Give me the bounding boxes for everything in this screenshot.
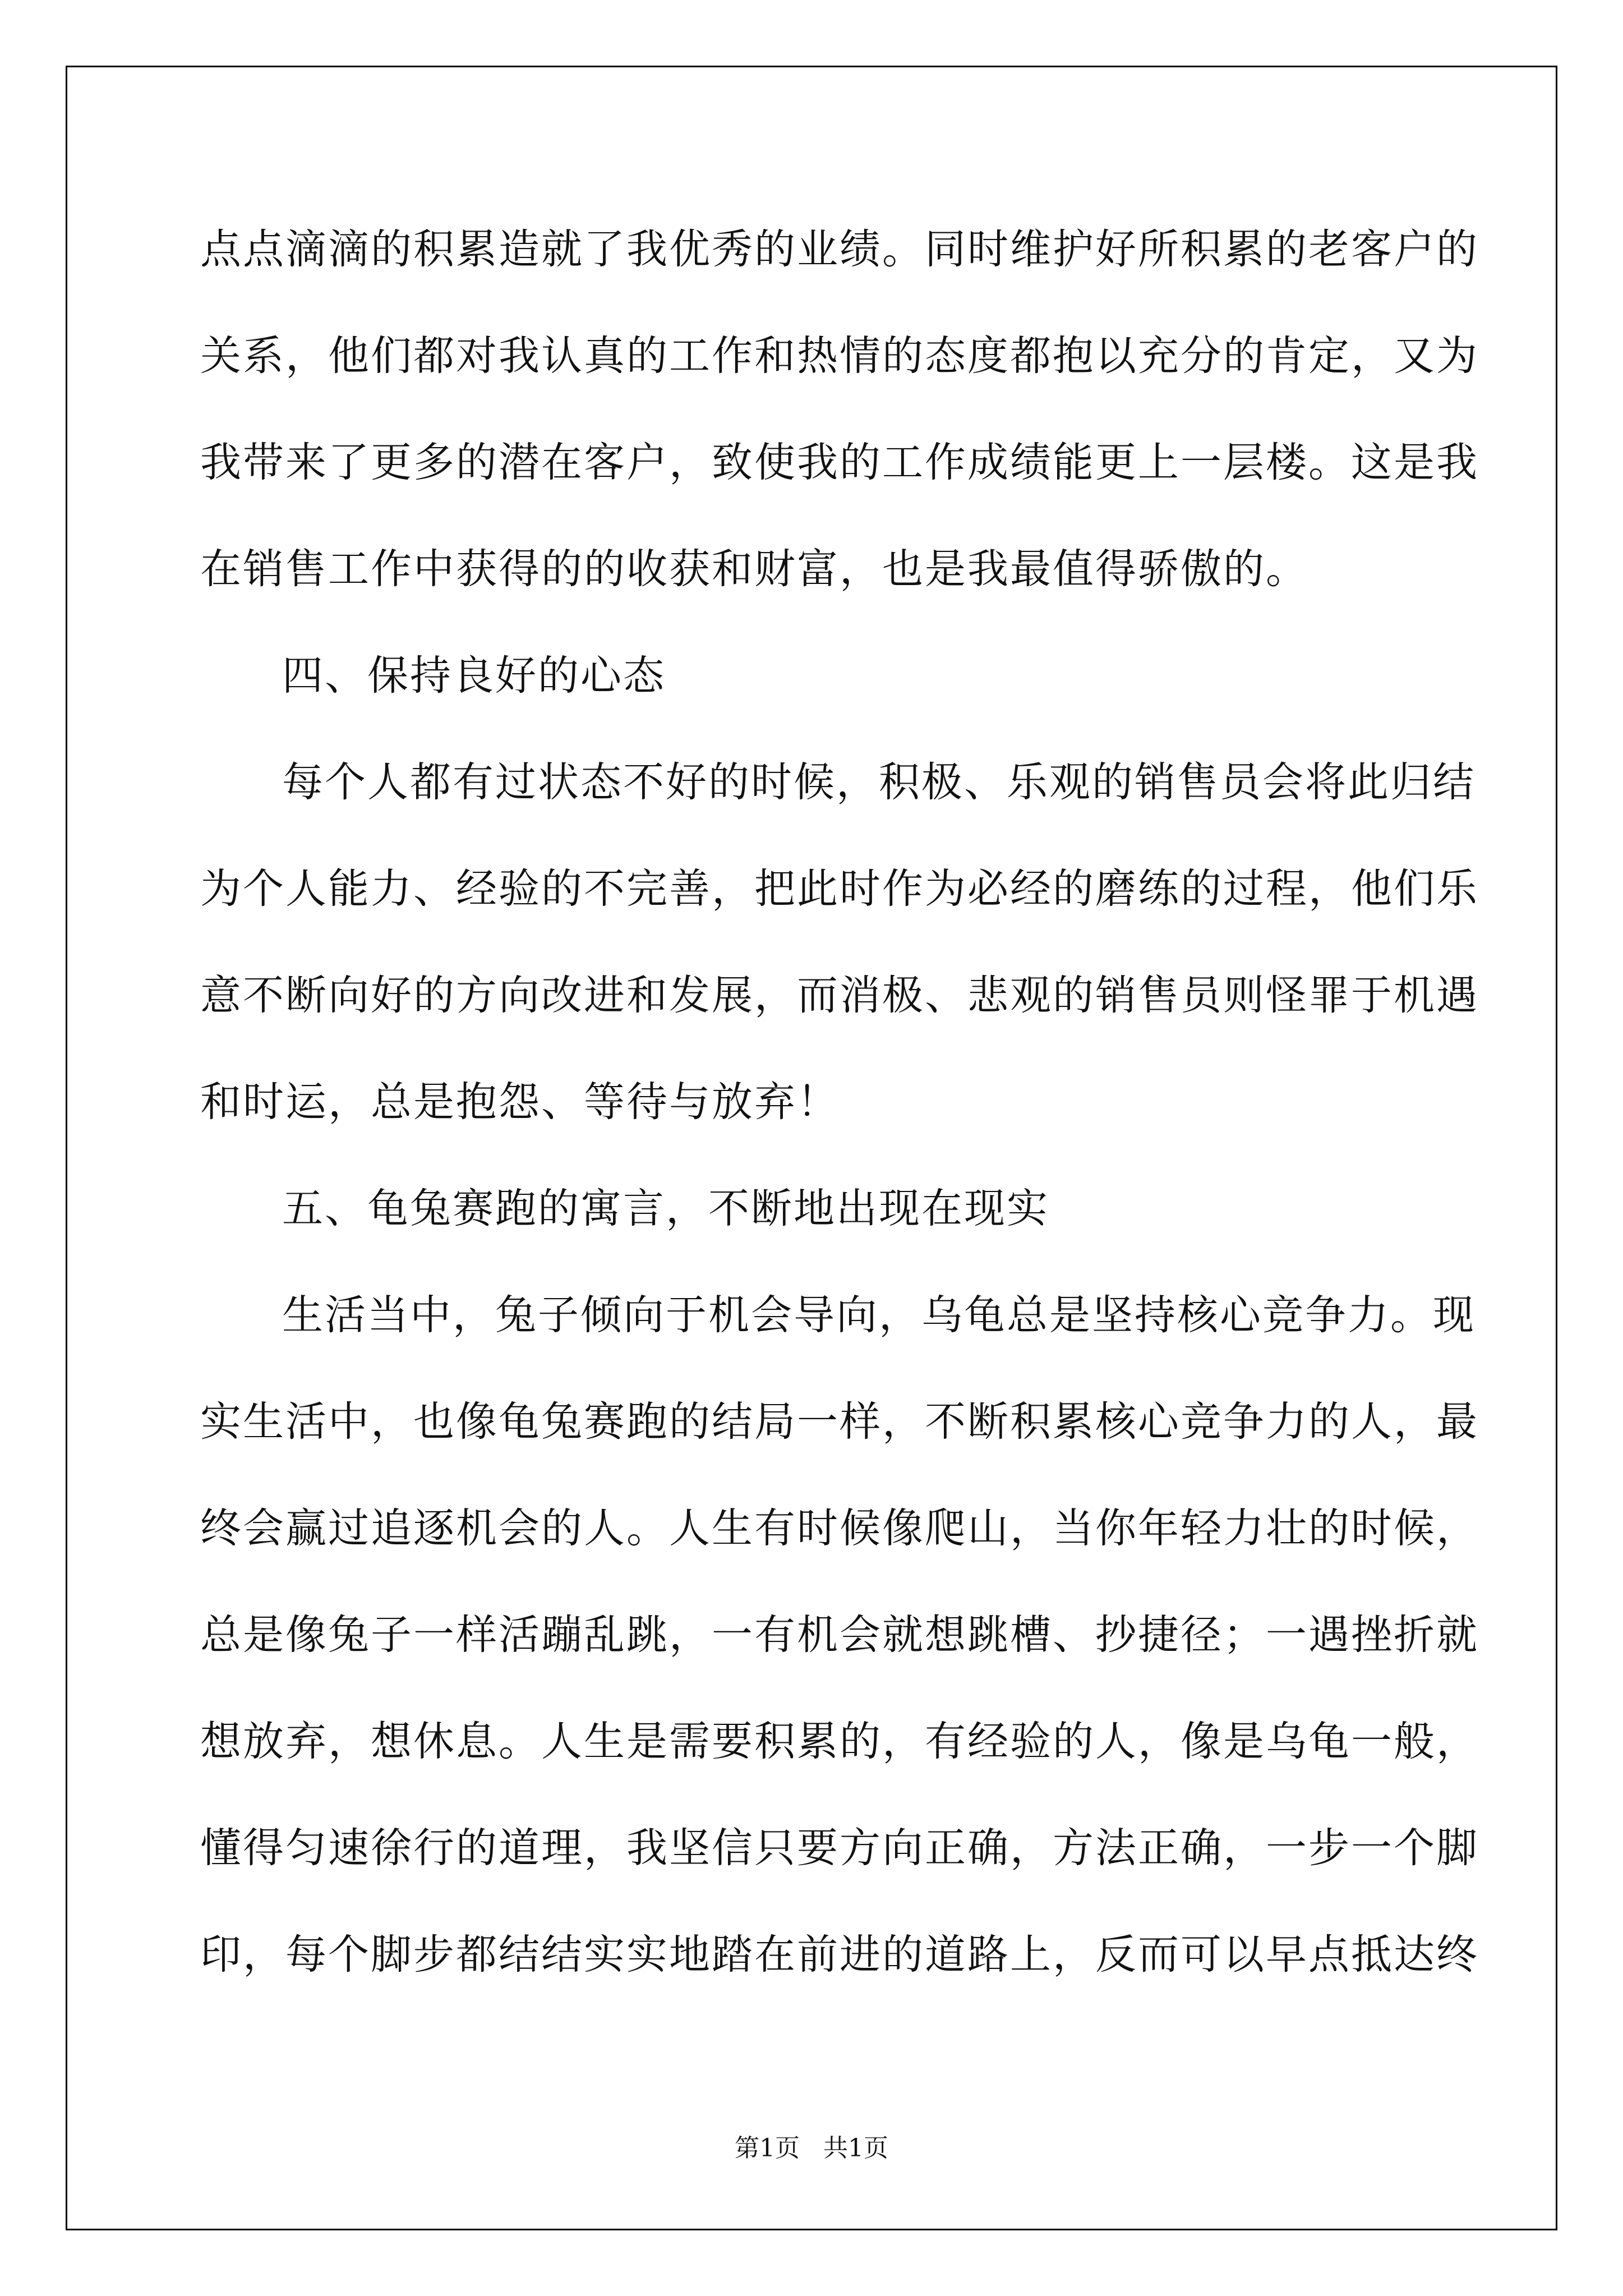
text-line: 总是像兔子一样活蹦乱跳，一有机会就想跳槽、抄捷径；一遇挫折就	[200, 1611, 1479, 1659]
text-line: 生活当中，兔子倾向于机会导向，乌龟总是坚持核心竞争力。现	[282, 1291, 1476, 1339]
text-line: 意不断向好的方向改进和发展，而消极、悲观的销售员则怪罪于机遇	[200, 972, 1479, 1019]
section-heading: 五、龟兔赛跑的寓言，不断地出现在现实	[282, 1185, 1049, 1232]
text-line: 印，每个脚步都结结实实地踏在前进的道路上，反而可以早点抵达终	[200, 1931, 1479, 1978]
page-total: 共1页	[823, 2134, 888, 2162]
text-line: 我带来了更多的潜在客户，致使我的工作成绩能更上一层楼。这是我	[200, 439, 1479, 486]
text-line: 关系，他们都对我认真的工作和热情的态度都抱以充分的肯定，又为	[200, 332, 1479, 380]
document-body	[200, 210, 1479, 2022]
section-heading: 四、保持良好的心态	[282, 652, 666, 700]
text-line: 和时运，总是抱怨、等待与放弃！	[200, 1078, 840, 1126]
text-line: 为个人能力、经验的不完善，把此时作为必经的磨练的过程，他们乐	[200, 865, 1479, 913]
text-line: 实生活中，也像龟兔赛跑的结局一样，不断积累核心竞争力的人，最	[200, 1398, 1479, 1446]
text-line: 终会赢过追逐机会的人。人生有时候像爬山，当你年轻力壮的时候，	[200, 1504, 1479, 1552]
text-line: 在销售工作中获得的的收获和财富，也是我最值得骄傲的。	[200, 545, 1308, 593]
text-line: 点点滴滴的积累造就了我优秀的业绩。同时维护好所积累的老客户的	[200, 226, 1479, 273]
text-line: 想放弃，想休息。人生是需要积累的，有经验的人，像是乌龟一般，	[200, 1718, 1479, 1765]
page-number: 第1页	[735, 2134, 800, 2162]
text-line: 每个人都有过状态不好的时候，积极、乐观的销售员会将此归结	[282, 758, 1476, 806]
page-footer	[0, 2128, 1623, 2164]
text-line: 懂得匀速徐行的道理，我坚信只要方向正确，方法正确，一步一个脚	[200, 1824, 1479, 1872]
